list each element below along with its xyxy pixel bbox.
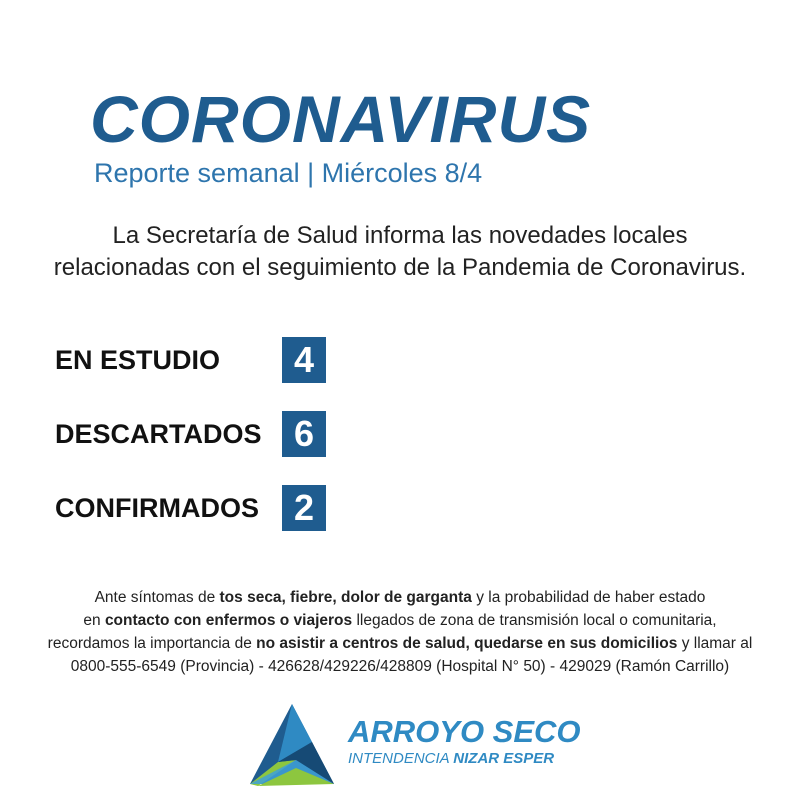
notice-line-2: [0, 609, 800, 632]
notice-text: y llamar al: [677, 635, 753, 652]
stat-label: EN ESTUDIO: [55, 344, 221, 375]
logo-sub-prefix: INTENDENCIA: [348, 750, 454, 767]
stat-value: 4: [282, 337, 326, 383]
logo-sub-name: NIZAR ESPER: [453, 750, 555, 767]
notice-text: llegados de zona de transmisión local o comunitaria,: [352, 612, 717, 629]
notice-text: en: [83, 612, 105, 629]
notice-line-1: [0, 586, 800, 609]
notice-line-3: [0, 632, 800, 655]
stat-value: 2: [282, 485, 326, 531]
intro-line-1: La Secretaría de Salud informa las novedades locales: [112, 222, 688, 249]
logo-name: ARROYO SECO: [348, 714, 581, 749]
notice-text: Ante síntomas de: [94, 589, 220, 606]
notice-emphasis: no asistir a centros de salud, quedarse en sus domicilios: [256, 635, 678, 652]
intro-line-2: relacionadas con el seguimiento de la Pandemia de Coronavirus.: [53, 254, 747, 281]
stat-value: 6: [282, 411, 326, 457]
notice-emphasis: tos seca, fiebre, dolor de garganta: [219, 589, 472, 606]
stat-descartados: [55, 411, 326, 457]
notice-text: y la probabilidad de haber estado: [471, 589, 706, 606]
stat-label: DESCARTADOS: [55, 418, 262, 449]
intro-text: [0, 220, 800, 284]
stat-en-estudio: [55, 337, 326, 383]
notice-emphasis: contacto con enfermos o viajeros: [104, 612, 353, 629]
page-title: CORONAVIRUS: [90, 82, 592, 156]
stat-label: CONFIRMADOS: [55, 492, 259, 523]
page-subtitle: Reporte semanal | Miércoles 8/4: [94, 158, 483, 188]
arroyo-seco-triangle-logo-icon: [248, 702, 340, 788]
municipality-logo: [248, 702, 581, 788]
health-notice: [0, 586, 800, 678]
logo-subtitle: [348, 750, 554, 767]
notice-text: recordamos la importancia de: [47, 635, 257, 652]
stat-confirmados: [55, 485, 326, 531]
notice-phones: 0800-555-6549 (Provincia) - 426628/429226/428809 (Hospital N° 50) - 429029 (Ramón Carrillo): [70, 658, 730, 675]
